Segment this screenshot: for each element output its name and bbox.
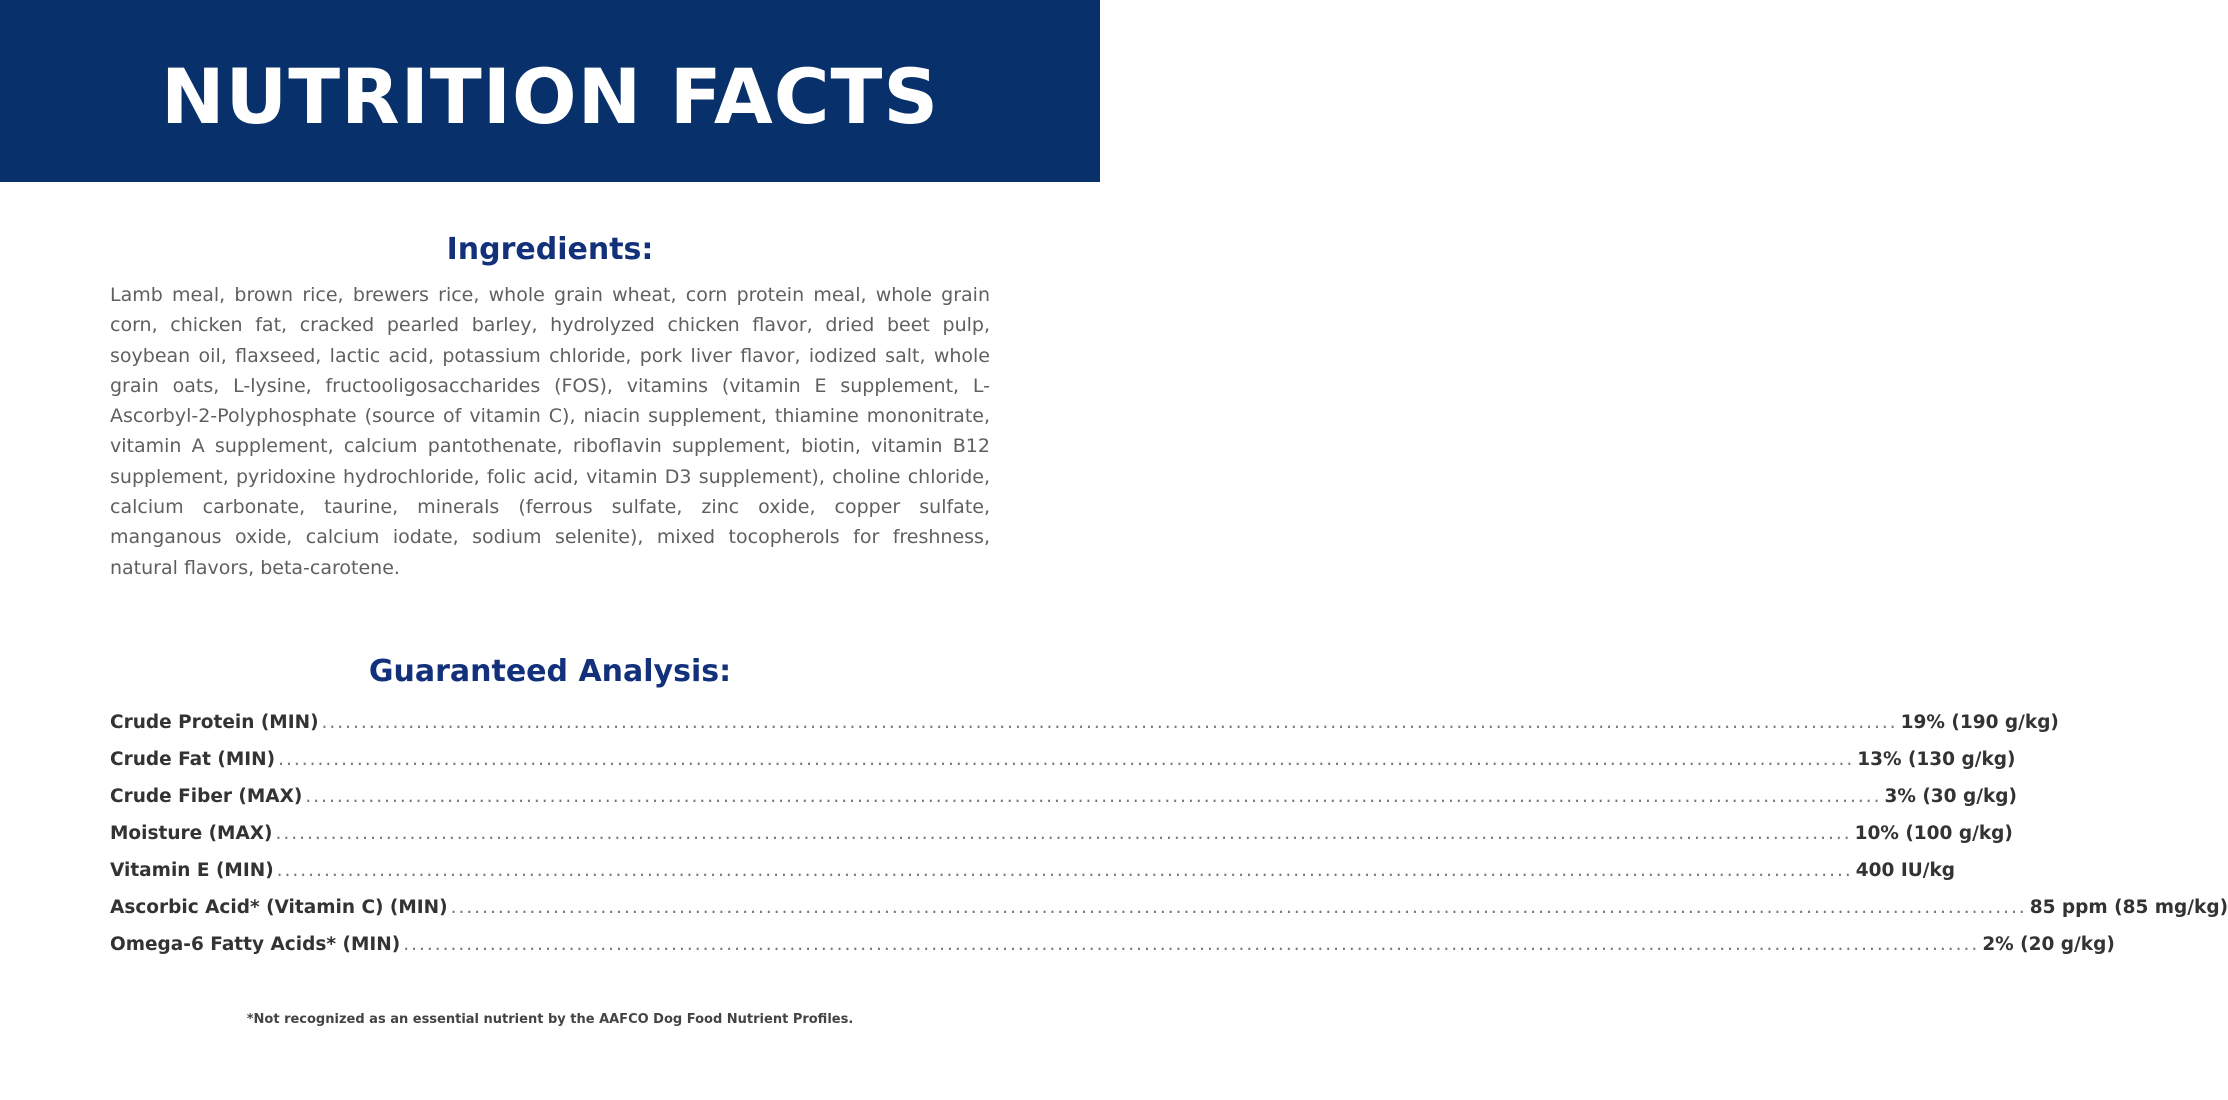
title-banner <box>0 0 1100 182</box>
analysis-label: Omega-6 Fatty Acids* (MIN) <box>110 934 401 955</box>
dot-leader: ........................................................................................................................................................................................................ <box>275 823 1852 844</box>
dot-leader: ........................................................................................................................................................................................................ <box>276 860 1853 881</box>
analysis-row <box>110 778 2017 815</box>
analysis-row <box>110 741 2016 778</box>
aafco-footnote: *Not recognized as an essential nutrient by the AAFCO Dog Food Nutrient Profiles. <box>246 1012 854 1027</box>
analysis-row <box>110 852 1956 889</box>
page-title: NUTRITION FACTS <box>160 52 940 141</box>
dot-leader: ........................................................................................................................................................................................................ <box>321 712 1898 733</box>
dot-leader: ........................................................................................................................................................................................................ <box>278 749 1855 770</box>
analysis-value: 19% (190 g/kg) <box>1900 712 2059 733</box>
analysis-label: Ascorbic Acid* (Vitamin C) (MIN) <box>110 897 448 918</box>
analysis-value: 400 IU/kg <box>1855 860 1956 881</box>
analysis-value: 10% (100 g/kg) <box>1854 823 2013 844</box>
analysis-label: Vitamin E (MIN) <box>110 860 274 881</box>
ingredients-heading: Ingredients: <box>446 232 654 267</box>
guaranteed-analysis-heading: Guaranteed Analysis: <box>368 654 732 689</box>
analysis-value: 2% (20 g/kg) <box>1982 934 2115 955</box>
guaranteed-analysis-table <box>110 704 2228 963</box>
analysis-value: 13% (130 g/kg) <box>1857 749 2016 770</box>
dot-leader: ........................................................................................................................................................................................................ <box>450 897 2027 918</box>
analysis-value: 85 ppm (85 mg/kg) <box>2029 897 2228 918</box>
analysis-row <box>110 815 2013 852</box>
analysis-row <box>110 889 2228 926</box>
ingredients-list: Lamb meal, brown rice, brewers rice, whole grain wheat, corn protein meal, whole grain corn, chicken fat, cracked pearled barley, hydrolyzed chicken flavor, dried beet pulp, soybean oil, flaxseed, lactic acid, potassium chloride, pork liver flavor, iodized salt, whole grain oats, L-lysine, fructooligosaccharides (FOS), vitamins (vitamin E supplement, L-Ascorbyl-2-Polyphosphate (source of vitamin C), niacin supplement, thiamine mononitrate, vitamin A supplement, calcium pantothenate, riboflavin supplement, biotin, vitamin B12 supplement, pyridoxine hydrochloride, folic acid, vitamin D3 supplement), choline chloride, calcium carbonate, taurine, minerals (ferrous sulfate, zinc oxide, copper sulfate, manganous oxide, calcium iodate, sodium selenite), mixed tocopherols for freshness, natural flavors, beta-carotene. <box>110 284 990 579</box>
analysis-label: Moisture (MAX) <box>110 823 273 844</box>
dot-leader: ........................................................................................................................................................................................................ <box>403 934 1980 955</box>
analysis-row <box>110 704 2059 741</box>
analysis-label: Crude Protein (MIN) <box>110 712 319 733</box>
analysis-label: Crude Fat (MIN) <box>110 749 276 770</box>
analysis-value: 3% (30 g/kg) <box>1884 786 2017 807</box>
analysis-label: Crude Fiber (MAX) <box>110 786 303 807</box>
analysis-row <box>110 926 2115 963</box>
dot-leader: ........................................................................................................................................................................................................ <box>305 786 1882 807</box>
